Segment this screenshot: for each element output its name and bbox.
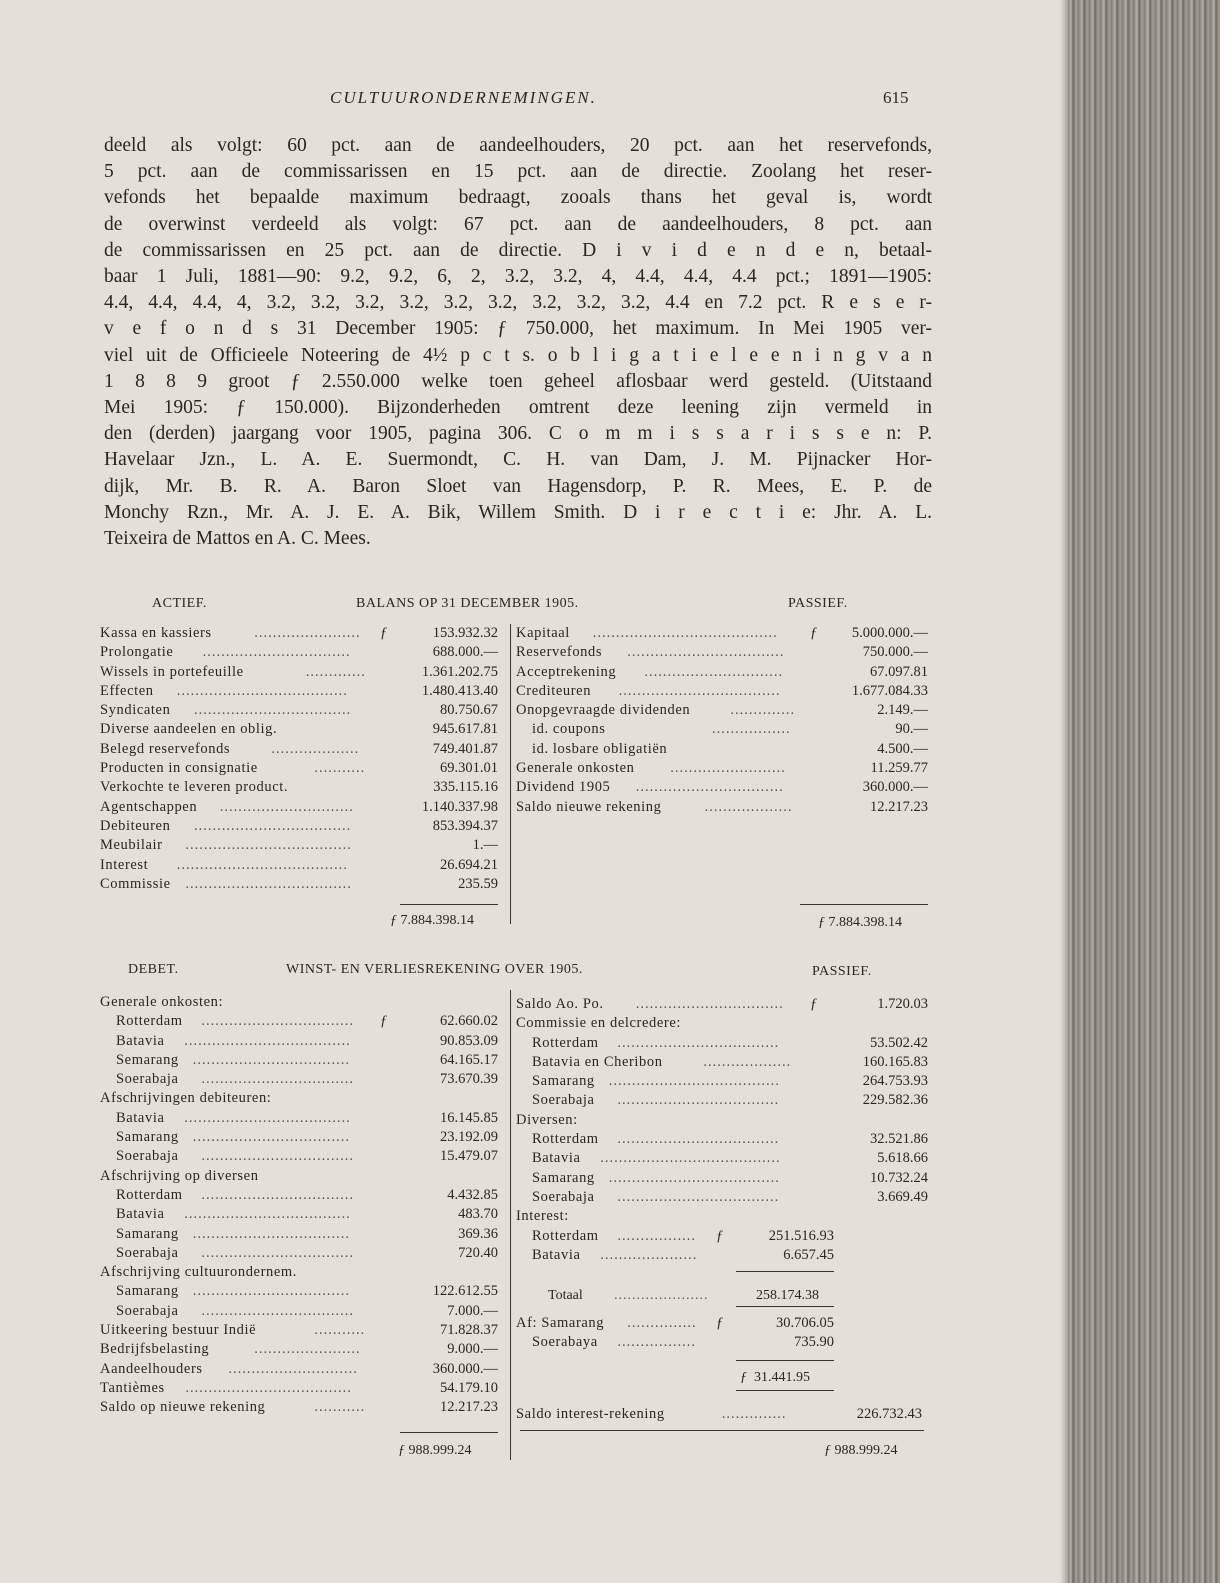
ledger-label: Rotterdam: [116, 1186, 183, 1203]
dot-leader: .....................................: [176, 682, 348, 699]
ledger-value: 69.301.01: [440, 760, 498, 777]
dot-leader: ...................................: [617, 1131, 780, 1148]
ledger-value: 9.000.—: [447, 1341, 498, 1358]
dot-leader: ...............: [627, 1315, 697, 1331]
currency-symbol: ƒ: [810, 996, 818, 1012]
ledger-value: 749.401.87: [432, 740, 498, 757]
ledger-value: 1.140.337.98: [421, 798, 498, 815]
ledger-value: 853.394.37: [432, 817, 498, 834]
ledger-row: [516, 1333, 834, 1352]
ledger-row: [100, 836, 498, 855]
ledger-value: 12.217.23: [440, 1399, 498, 1416]
dot-leader: ..................................: [192, 1129, 351, 1146]
balance-actief-list: [100, 624, 498, 894]
ledger-label: Soerabaja: [116, 1071, 179, 1088]
ledger-label: Batavia: [532, 1247, 581, 1264]
af-rule: [736, 1360, 834, 1361]
ledger-label: Producten in consignatie: [100, 760, 258, 777]
ledger-value: 26.694.21: [440, 856, 498, 873]
ledger-value: 80.750.67: [440, 702, 498, 719]
ledger-row: [100, 682, 498, 701]
ledger-value: 53.502.42: [870, 1034, 928, 1051]
ledger-label: Batavia: [116, 1032, 165, 1049]
ledger-label: Acceptrekening: [516, 663, 617, 680]
ledger-label: Kassa en kassiers: [100, 625, 212, 641]
ledger-label: id. coupons: [532, 721, 606, 738]
ledger-value: 30.706.05: [776, 1315, 834, 1331]
paragraph-line: de commissarissen en 25 pct. aan de directie. D i v i d e n d e n, betaal-: [104, 239, 932, 261]
dot-leader: ..................................: [192, 1225, 351, 1242]
currency-symbol: ƒ: [716, 1228, 724, 1244]
ledger-row: [516, 1207, 928, 1226]
balance-passief-heading: PASSIEF.: [788, 596, 848, 611]
ledger-row: [100, 1205, 498, 1224]
ledger-row: [516, 1053, 928, 1072]
dot-leader: .................................: [201, 1071, 355, 1088]
ledger-value: 1.—: [472, 837, 498, 854]
ledger-value: 73.670.39: [440, 1071, 498, 1088]
winst-debet-heading: DEBET.: [128, 962, 179, 977]
dot-leader: .................................: [201, 1244, 355, 1261]
ledger-value: 64.165.17: [440, 1051, 498, 1068]
totaal-rule: [736, 1306, 834, 1307]
ledger-row: [516, 1188, 928, 1207]
dot-leader: ..................................: [194, 817, 352, 834]
dot-leader: ....................................: [184, 1109, 351, 1126]
paragraph-line: Havelaar Jzn., L. A. E. Suermondt, C. H. van Dam, J. M. Pijnacker Hor-: [104, 449, 932, 471]
ledger-value: 229.582.36: [862, 1092, 928, 1109]
ledger-value: 71.828.37: [440, 1322, 498, 1339]
ledger-row: [100, 778, 498, 797]
ledger-value: 235.59: [458, 875, 498, 892]
dot-leader: ...................: [271, 740, 360, 757]
ledger-row: [516, 1405, 922, 1424]
ledger-label: Batavia: [116, 1206, 165, 1223]
ledger-row: [100, 1302, 498, 1321]
interest-rule: [736, 1271, 834, 1272]
ledger-value: 735.90: [794, 1334, 834, 1351]
ledger-value: 4.500.—: [877, 740, 928, 757]
ledger-row: [100, 1147, 498, 1166]
ledger-label: Soerabaja: [116, 1302, 179, 1319]
balance-divider: [510, 624, 511, 924]
paragraph-line: Teixeira de Mattos en A. C. Mees.: [104, 528, 371, 550]
ledger-row: [516, 1072, 928, 1091]
ledger-row: [516, 663, 928, 682]
ledger-row: [100, 1282, 498, 1301]
currency-symbol: ƒ: [380, 625, 388, 641]
ledger-label: id. losbare obligatiën: [532, 740, 668, 757]
paragraph-line: 5 pct. aan de commissarissen en 15 pct. aan de directie. Zoolang het reser-: [104, 161, 932, 183]
dot-leader: ...........: [314, 760, 366, 777]
company-description: [104, 133, 932, 552]
ledger-label: Samarang: [116, 1225, 179, 1242]
dot-leader: ............................: [228, 1360, 358, 1377]
af-total: ƒ 31.441.95: [740, 1370, 810, 1385]
dot-leader: .............................: [219, 798, 354, 815]
ledger-row: [516, 798, 928, 817]
ledger-value: 2.149.—: [877, 702, 928, 719]
balance-right-rule: [800, 904, 928, 905]
ledger-row: [100, 1032, 498, 1051]
ledger-value: 750.000.—: [862, 644, 928, 661]
ledger-row: [100, 856, 498, 875]
ledger-row: [516, 1091, 928, 1110]
ledger-row: [516, 1111, 928, 1130]
ledger-label: Interest:: [516, 1208, 569, 1225]
paragraph-line: Monchy Rzn., Mr. A. J. E. A. Bik, Willem Smith. D i r e c t i e: Jhr. A. L.: [104, 501, 932, 523]
ledger-row: [100, 1263, 498, 1282]
ledger-label: Samarang: [116, 1129, 179, 1146]
dot-leader: ..............................: [644, 663, 784, 680]
ledger-value: 160.165.83: [862, 1053, 928, 1070]
ledger-label: Saldo interest-rekening: [516, 1406, 665, 1422]
balance-title: BALANS OP 31 DECEMBER 1905.: [356, 596, 579, 611]
ledger-row: [100, 759, 498, 778]
ledger-value: 251.516.93: [768, 1228, 834, 1244]
ledger-label: Saldo nieuwe rekening: [516, 798, 662, 815]
ledger-row: [100, 1321, 498, 1340]
ledger-label: Generale onkosten: [516, 760, 635, 777]
dot-leader: ...........: [314, 1322, 366, 1339]
winst-total-debet: ƒ 988.999.24: [398, 1443, 472, 1458]
winst-divider: [510, 990, 511, 1460]
dot-leader: ...................................: [617, 1092, 780, 1109]
ledger-label: Prolongatie: [100, 644, 174, 661]
ledger-value: 360.000.—: [862, 779, 928, 796]
dot-leader: ....................................: [184, 1032, 351, 1049]
ledger-value: 7.000.—: [447, 1302, 498, 1319]
paragraph-line: v e f o n d s 31 December 1905: ƒ 750.000, het maximum. In Mei 1905 ver-: [104, 318, 932, 340]
ledger-value: 360.000.—: [432, 1360, 498, 1377]
ledger-value: 5.618.66: [877, 1150, 928, 1167]
ledger-label: Batavia en Cheribon: [532, 1053, 663, 1070]
dot-leader: .................: [617, 1334, 697, 1351]
ledger-label: Semarang: [116, 1051, 179, 1068]
dot-leader: ...................................: [617, 1034, 780, 1051]
dot-leader: .................................: [201, 1302, 355, 1319]
ledger-row: [516, 1314, 834, 1333]
winst-credit-list: [516, 995, 928, 1227]
paragraph-line: 4.4, 4.4, 4.4, 4, 3.2, 3.2, 3.2, 3.2, 3.2, 3.2, 3.2, 3.2, 3.2, 4.4 en 7.2 pct. R e s e r-: [104, 292, 932, 314]
ledger-label: Interest: [100, 856, 149, 873]
book-spine: [1068, 0, 1220, 1583]
ledger-label: Saldo op nieuwe rekening: [100, 1399, 266, 1416]
ledger-value: 6.657.45: [783, 1247, 834, 1264]
ledger-label: Aandeelhouders: [100, 1360, 203, 1377]
ledger-row: [100, 643, 498, 662]
ledger-label: Afschrijving op diversen: [100, 1167, 259, 1184]
ledger-value: 90.—: [895, 721, 928, 738]
ledger-value: 4.432.85: [447, 1186, 498, 1203]
dot-leader: ...................: [703, 1053, 792, 1070]
ledger-value: 11.259.77: [870, 760, 928, 777]
dot-leader: ..............: [730, 702, 796, 719]
ledger-row: [100, 1379, 498, 1398]
ledger-label: Af: Samarang: [516, 1315, 605, 1331]
ledger-value: 3.669.49: [877, 1188, 928, 1205]
ledger-row: [100, 1186, 498, 1205]
ledger-label: Agentschappen: [100, 798, 198, 815]
ledger-value: 15.479.07: [440, 1148, 498, 1165]
ledger-label: Tantièmes: [100, 1379, 165, 1396]
dot-leader: .................................: [201, 1013, 355, 1030]
ledger-row: [100, 993, 498, 1012]
ledger-value: 1.720.03: [877, 996, 928, 1012]
ledger-row: [100, 1051, 498, 1070]
dot-leader: ....................................: [185, 1379, 352, 1396]
dot-leader: ..................................: [192, 1051, 351, 1068]
winst-passief-heading: PASSIEF.: [812, 964, 872, 979]
winst-left-rule: [400, 1432, 498, 1433]
dot-leader: ...........: [314, 1399, 366, 1416]
winst-title: WINST- EN VERLIESREKENING OVER 1905.: [286, 962, 583, 977]
ledger-value: 1.677.084.33: [851, 682, 928, 699]
ledger-row: [516, 740, 928, 759]
ledger-label: Verkochte te leveren product.: [100, 779, 289, 796]
dot-leader: ....................................: [184, 1206, 351, 1223]
paragraph-line: Mei 1905: ƒ 150.000). Bijzonderheden omtrent deze leening zijn vermeld in: [104, 397, 932, 419]
paragraph-line: 1 8 8 9 groot ƒ 2.550.000 welke toen geheel aflosbaar werd gesteld. (Uitstaand: [104, 370, 932, 392]
ledger-value: 264.753.93: [862, 1073, 928, 1090]
dot-leader: .........................: [670, 760, 786, 777]
winst-af-list: [516, 1314, 834, 1353]
ledger-value: 945.617.81: [432, 721, 498, 738]
dot-leader: ..................................: [194, 702, 352, 719]
ledger-value: 62.660.02: [440, 1013, 498, 1030]
totaal-leader: .....................: [614, 1288, 709, 1303]
ledger-label: Reservefonds: [516, 644, 603, 661]
ledger-row: [516, 1130, 928, 1149]
ledger-row: [516, 778, 928, 797]
ledger-row: [516, 1246, 834, 1265]
winst-debet-list: [100, 993, 498, 1418]
dot-leader: .....................................: [608, 1073, 780, 1090]
ledger-label: Rotterdam: [532, 1131, 599, 1148]
balance-total-actief: ƒ 7.884.398.14: [390, 913, 474, 928]
ledger-label: Diverse aandeelen en oblig.: [100, 721, 278, 738]
ledger-label: Effecten: [100, 682, 154, 699]
ledger-row: [516, 1034, 928, 1053]
ledger-row: [100, 624, 498, 643]
ledger-row: [100, 1012, 498, 1031]
ledger-row: [516, 759, 928, 778]
ledger-label: Samarang: [532, 1073, 595, 1090]
ledger-label: Meubilair: [100, 837, 163, 854]
ledger-row: [516, 701, 928, 720]
ledger-label: Saldo Ao. Po.: [516, 996, 604, 1012]
ledger-value: 12.217.23: [870, 798, 928, 815]
ledger-label: Samarang: [532, 1169, 595, 1186]
paragraph-line: den (derden) jaargang voor 1905, pagina 306. C o m m i s s a r i s s e n: P.: [104, 423, 932, 445]
paragraph-line: deeld als volgt: 60 pct. aan de aandeelhouders, 20 pct. aan het reservefonds,: [104, 135, 932, 156]
ledger-label: Batavia: [116, 1109, 165, 1126]
ledger-label: Generale onkosten:: [100, 994, 224, 1010]
ledger-label: Soerabaya: [532, 1334, 598, 1351]
ledger-row: [516, 720, 928, 739]
ledger-label: Uitkeering bestuur Indië: [100, 1322, 257, 1339]
ledger-row: [100, 817, 498, 836]
ledger-value: 483.70: [458, 1206, 498, 1223]
ledger-value: 54.179.10: [440, 1379, 498, 1396]
ledger-row: [516, 1169, 928, 1188]
ledger-row: [100, 1109, 498, 1128]
ledger-row: [516, 643, 928, 662]
ledger-label: Commissie en delcredere:: [516, 1015, 681, 1032]
ledger-row: [100, 1070, 498, 1089]
dot-leader: ....................................: [185, 837, 352, 854]
dot-leader: ...................: [704, 798, 793, 815]
ledger-label: Soerabaja: [116, 1148, 179, 1165]
ledger-label: Onopgevraagde dividenden: [516, 702, 691, 719]
ledger-row: [100, 1398, 498, 1417]
ledger-label: Wissels in portefeuille: [100, 663, 244, 680]
balance-total-passief: ƒ 7.884.398.14: [818, 915, 902, 930]
ledger-row: [100, 1225, 498, 1244]
ledger-value: 226.732.43: [856, 1406, 922, 1422]
ledger-label: Kapitaal: [516, 625, 570, 641]
ledger-row: [100, 798, 498, 817]
ledger-row: [516, 624, 928, 643]
dot-leader: .................................: [201, 1186, 355, 1203]
ledger-value: 67.097.81: [870, 663, 928, 680]
ledger-label: Crediteuren: [516, 682, 592, 699]
running-header: CULTUURONDERNEMINGEN.: [330, 88, 597, 107]
dot-leader: .................: [617, 1228, 697, 1244]
dot-leader: ....................................: [185, 875, 352, 892]
ledger-row: [516, 1149, 928, 1168]
ledger-value: 1.480.413.40: [421, 682, 498, 699]
dot-leader: .....................................: [176, 856, 348, 873]
dot-leader: .....................: [600, 1247, 698, 1264]
ledger-label: Dividend 1905: [516, 779, 611, 796]
ledger-value: 23.192.09: [440, 1129, 498, 1146]
ledger-row: [100, 875, 498, 894]
currency-symbol: ƒ: [810, 625, 818, 641]
ledger-label: Afschrijvingen debiteuren:: [100, 1090, 272, 1107]
ledger-label: Rotterdam: [532, 1034, 599, 1051]
ledger-row: [100, 1128, 498, 1147]
ledger-label: Rotterdam: [116, 1013, 183, 1030]
ledger-row: [516, 1014, 928, 1033]
balance-passief-list: [516, 624, 928, 817]
ledger-row: [100, 740, 498, 759]
winst-right-rule: [520, 1430, 924, 1431]
dot-leader: .......................: [254, 1341, 361, 1358]
dot-leader: ................................: [635, 779, 784, 796]
dot-leader: ...................................: [618, 682, 781, 699]
ledger-label: Commissie: [100, 875, 171, 892]
ledger-value: 369.36: [458, 1225, 498, 1242]
winst-saldo-interest: [516, 1405, 922, 1424]
ledger-label: Bedrijfsbelasting: [100, 1341, 210, 1358]
ledger-row: [100, 720, 498, 739]
ledger-label: Soerabaja: [532, 1092, 595, 1109]
ledger-row: [516, 1227, 834, 1246]
ledger-row: [100, 1340, 498, 1359]
ledger-row: [100, 701, 498, 720]
ledger-label: Debiteuren: [100, 817, 171, 834]
ledger-row: [100, 1167, 498, 1186]
dot-leader: ...................................: [617, 1188, 780, 1205]
dot-leader: .......................................: [600, 1150, 781, 1167]
paragraph-line: viel uit de Officieele Noteering de 4½ p c t s. o b l i g a t i e l e e n i n g v a n: [104, 344, 932, 366]
ledger-value: 1.361.202.75: [421, 663, 498, 680]
af-total-rule: [736, 1390, 834, 1391]
dot-leader: .................................: [201, 1148, 355, 1165]
ledger-label: Soerabaja: [116, 1244, 179, 1261]
dot-leader: ..................................: [627, 644, 785, 661]
ledger-label: Samarang: [116, 1283, 179, 1300]
ledger-label: Rotterdam: [532, 1228, 599, 1244]
dot-leader: ..............: [721, 1406, 787, 1422]
ledger-row: [100, 1244, 498, 1263]
ledger-value: 688.000.—: [432, 644, 498, 661]
balance-actief-heading: ACTIEF.: [152, 596, 207, 611]
ledger-row: [516, 995, 928, 1014]
winst-interest-list: [516, 1227, 834, 1266]
balance-left-rule: [400, 904, 498, 905]
page-number: 615: [883, 88, 909, 107]
ledger-row: [100, 663, 498, 682]
ledger-row: [100, 1089, 498, 1108]
ledger-label: Afschrijving cultuurondernem.: [100, 1264, 297, 1281]
paragraph-line: de overwinst verdeeld als volgt: 67 pct. aan de aandeelhouders, 8 pct. aan: [104, 213, 932, 235]
ledger-label: Soerabaja: [532, 1188, 595, 1205]
ledger-value: 90.853.09: [440, 1032, 498, 1049]
ledger-row: [516, 682, 928, 701]
dot-leader: .......................: [254, 625, 361, 641]
dot-leader: ................................: [202, 644, 351, 661]
dot-leader: ........................................: [592, 625, 778, 641]
ledger-value: 335.115.16: [433, 779, 498, 796]
ledger-value: 10.732.24: [870, 1169, 928, 1186]
ledger-label: Diversen:: [516, 1111, 578, 1128]
dot-leader: ................................: [635, 996, 784, 1012]
ledger-value: 122.612.55: [432, 1283, 498, 1300]
ledger-value: 32.521.86: [870, 1131, 928, 1148]
ledger-label: Batavia: [532, 1150, 581, 1167]
ledger-row: [100, 1360, 498, 1379]
dot-leader: .....................................: [608, 1169, 780, 1186]
ledger-label: Belegd reservefonds: [100, 740, 231, 757]
dot-leader: .............: [305, 663, 366, 680]
ledger-label: Syndicaten: [100, 702, 171, 719]
dot-leader: ..................................: [192, 1283, 351, 1300]
ledger-value: 16.145.85: [440, 1109, 498, 1126]
ledger-value: 153.932.32: [432, 625, 498, 641]
paragraph-line: vefonds het bepaalde maximum bedraagt, zooals thans het geval is, wordt: [104, 187, 932, 209]
ledger-value: 720.40: [458, 1244, 498, 1261]
ledger-value: 5.000.000.—: [851, 625, 928, 641]
currency-symbol: ƒ: [716, 1315, 724, 1331]
totaal-label: Totaal: [548, 1288, 583, 1303]
paragraph-line: dijk, Mr. B. R. A. Baron Sloet van Hagensdorp, P. R. Mees, E. P. de: [104, 475, 932, 497]
currency-symbol: ƒ: [380, 1013, 388, 1030]
winst-total-credit: ƒ 988.999.24: [824, 1443, 898, 1458]
paragraph-line: baar 1 Juli, 1881—90: 9.2, 9.2, 6, 2, 3.2, 3.2, 4, 4.4, 4.4, 4.4 pct.; 1891—1905:: [104, 266, 932, 288]
totaal-value: 258.174.38: [756, 1288, 819, 1303]
dot-leader: .................: [712, 721, 791, 738]
